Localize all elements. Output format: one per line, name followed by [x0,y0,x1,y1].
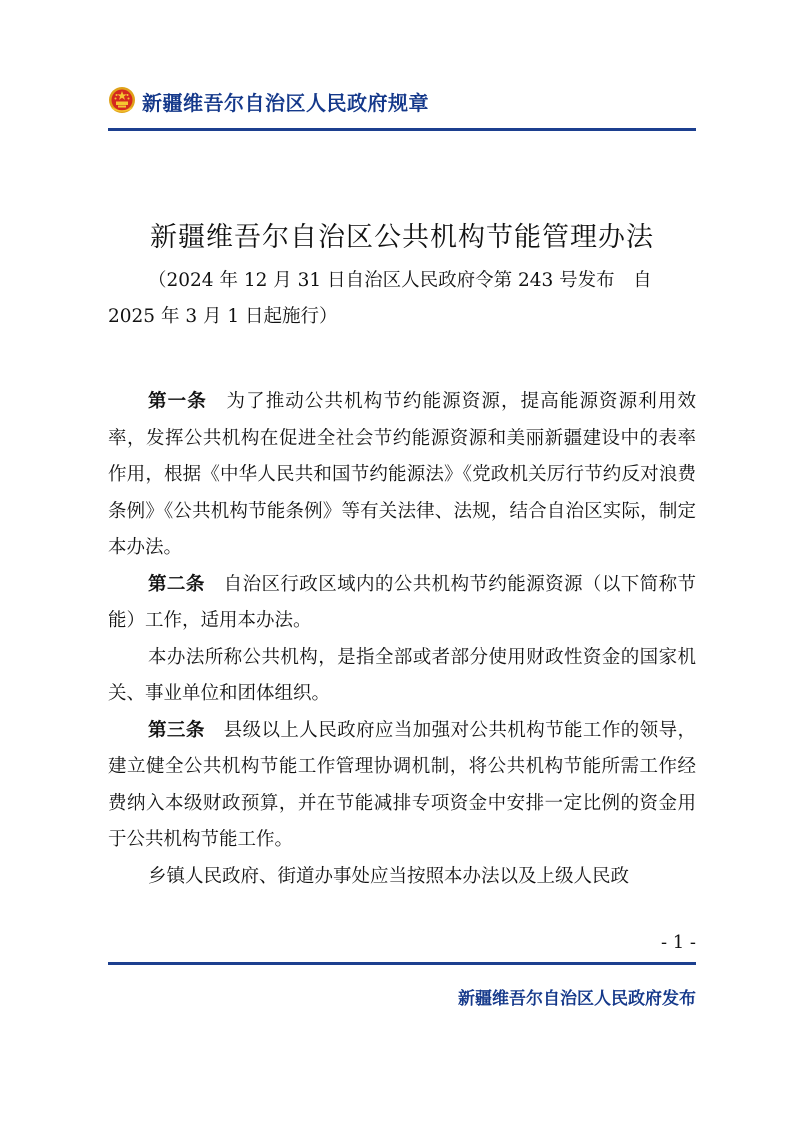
footer-publisher: 新疆维吾尔自治区人民政府发布 [458,989,696,1009]
page-header [108,84,696,124]
article-text: 本办法所称公共机构，是指全部或者部分使用财政性资金的国家机关、事业单位和团体组织。 [108,646,696,704]
national-emblem-icon [108,86,136,114]
article-text: 自治区行政区域内的公共机构节约能源资源（以下简称节能）工作，适用本办法。 [108,573,696,631]
article-2-paragraph [108,567,696,640]
article-2-paragraph-2 [108,640,696,713]
article-3-paragraph [108,713,696,859]
subtitle-line-1: （2024 年 12 月 31 日自治区人民政府令第 243 号发布 自 [148,270,652,291]
header-title: 新疆维吾尔自治区人民政府规章 [142,91,429,115]
page-number: - 1 - [660,932,696,953]
article-label: 第二条 [148,573,205,595]
article-text: 乡镇人民政府、街道办事处应当按照本办法以及上级人民政 [148,865,630,887]
document-title: 新疆维吾尔自治区公共机构节能管理办法 [150,222,654,253]
article-1-paragraph [108,384,696,567]
footer-divider [108,962,696,965]
article-3-paragraph-2 [108,859,696,896]
article-label: 第一条 [148,391,207,412]
header-divider [108,128,696,131]
article-text: 县级以上人民政府应当加强对公共机构节能工作的领导，建立健全公共机构节能工作管理协调机制，将公共机构节能所需工作经费纳入本级财政预算，并在节能减排专项资金中安排一定比例的资金用于公共机构节能工作。 [108,719,696,850]
document-subtitle [108,263,696,335]
article-text: 为了推动公共机构节约能源资源，提高能源资源利用效率，发挥公共机构在促进全社会节约能源资源和美丽新疆建设中的表率作用，根据《中华人民共和国节约能源法》《党政机关厉行节约反对浪费条例》《公共机构节能条例》等有关法律、法规，结合自治区实际，制定本办法。 [108,391,696,558]
document-body [108,384,696,895]
article-label: 第三条 [148,719,205,741]
subtitle-line-2: 2025 年 3 月 1 日起施行） [108,306,338,327]
